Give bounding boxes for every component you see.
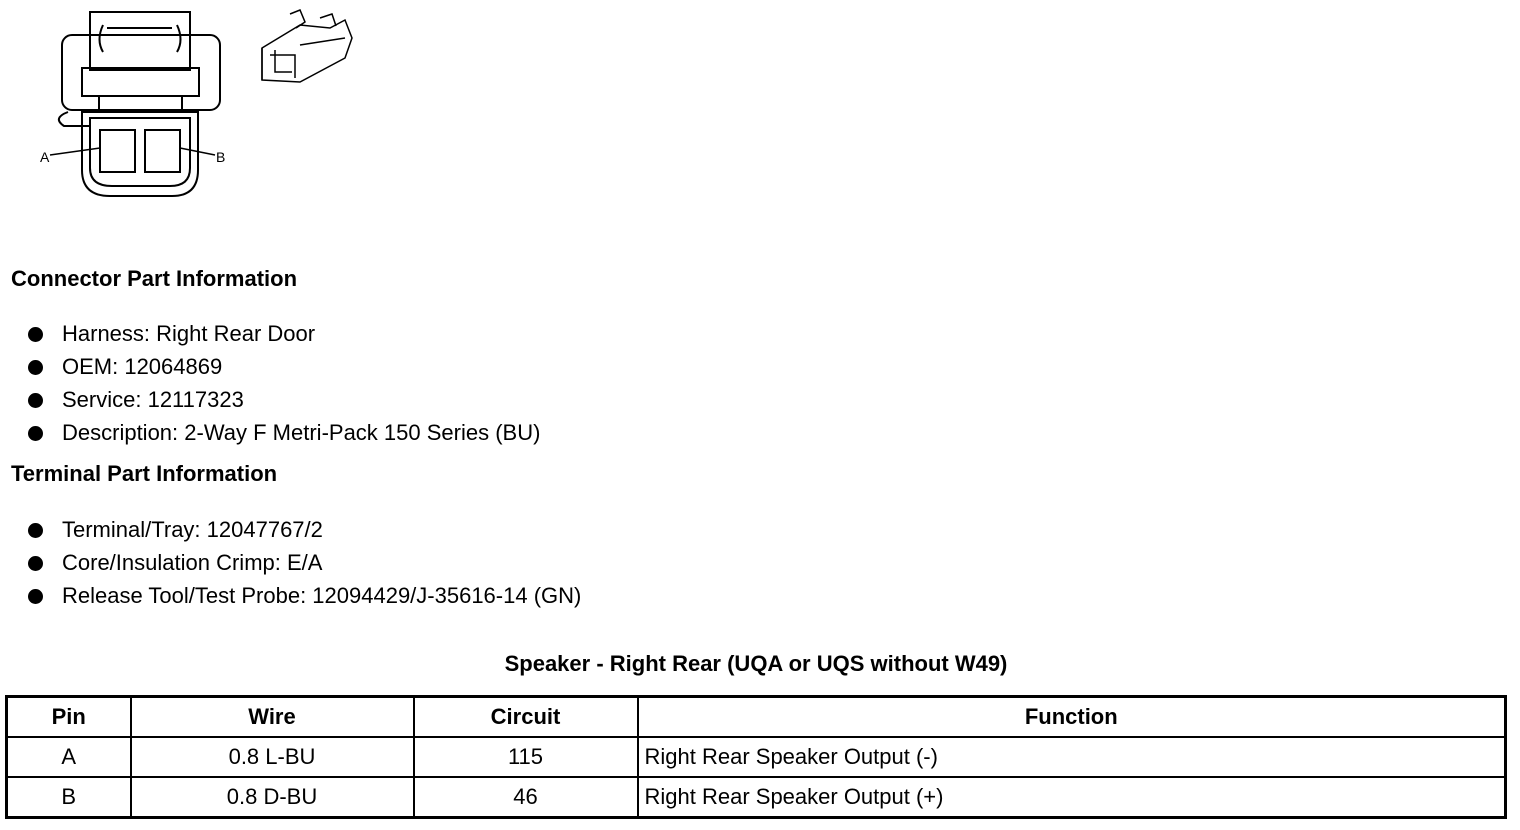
bullet-icon	[28, 523, 43, 538]
cell-function: Right Rear Speaker Output (+)	[638, 777, 1506, 818]
header-pin: Pin	[7, 697, 131, 738]
connector-info-title: Connector Part Information	[11, 266, 298, 291]
bullet-icon	[28, 360, 43, 375]
bullet-icon	[28, 393, 43, 408]
cell-circuit: 115	[414, 737, 638, 777]
list-item-text: Description: 2-Way F Metri-Pack 150 Series (BU)	[62, 420, 541, 445]
list-item-text: Release Tool/Test Probe: 12094429/J-35616-14 (GN)	[62, 583, 582, 608]
cell-pin: B	[7, 777, 131, 818]
connector-info-list	[28, 317, 540, 449]
header-function: Function	[638, 697, 1506, 738]
cell-circuit: 46	[414, 777, 638, 818]
terminal-info-list	[28, 513, 581, 612]
table-row	[7, 737, 1506, 777]
bullet-icon	[28, 426, 43, 441]
bullet-icon	[28, 327, 43, 342]
terminal-info-title: Terminal Part Information	[11, 461, 278, 486]
pin-table	[5, 695, 1507, 819]
list-item	[28, 579, 581, 612]
list-item	[28, 383, 540, 416]
list-item-text: Service: 12117323	[62, 387, 244, 412]
list-item-text: OEM: 12064869	[62, 354, 223, 379]
list-item	[28, 546, 581, 579]
list-item	[28, 317, 540, 350]
list-item-text: Harness: Right Rear Door	[62, 321, 316, 346]
bullet-icon	[28, 556, 43, 571]
connector-diagram	[0, 0, 360, 210]
list-item-text: Core/Insulation Crimp: E/A	[62, 550, 323, 575]
header-wire: Wire	[131, 697, 414, 738]
pin-b-label: B	[216, 149, 226, 165]
list-item	[28, 513, 581, 546]
cell-function: Right Rear Speaker Output (-)	[638, 737, 1506, 777]
table-caption: Speaker - Right Rear (UQA or UQS without W49)	[504, 651, 1008, 676]
header-circuit: Circuit	[414, 697, 638, 738]
list-item	[28, 416, 540, 449]
cell-wire: 0.8 L-BU	[131, 737, 414, 777]
table-header-row	[7, 697, 1506, 738]
bullet-icon	[28, 589, 43, 604]
list-item	[28, 350, 540, 383]
table-row	[7, 777, 1506, 818]
cell-pin: A	[7, 737, 131, 777]
pin-a-label: A	[40, 149, 50, 165]
list-item-text: Terminal/Tray: 12047767/2	[62, 517, 323, 542]
cell-wire: 0.8 D-BU	[131, 777, 414, 818]
